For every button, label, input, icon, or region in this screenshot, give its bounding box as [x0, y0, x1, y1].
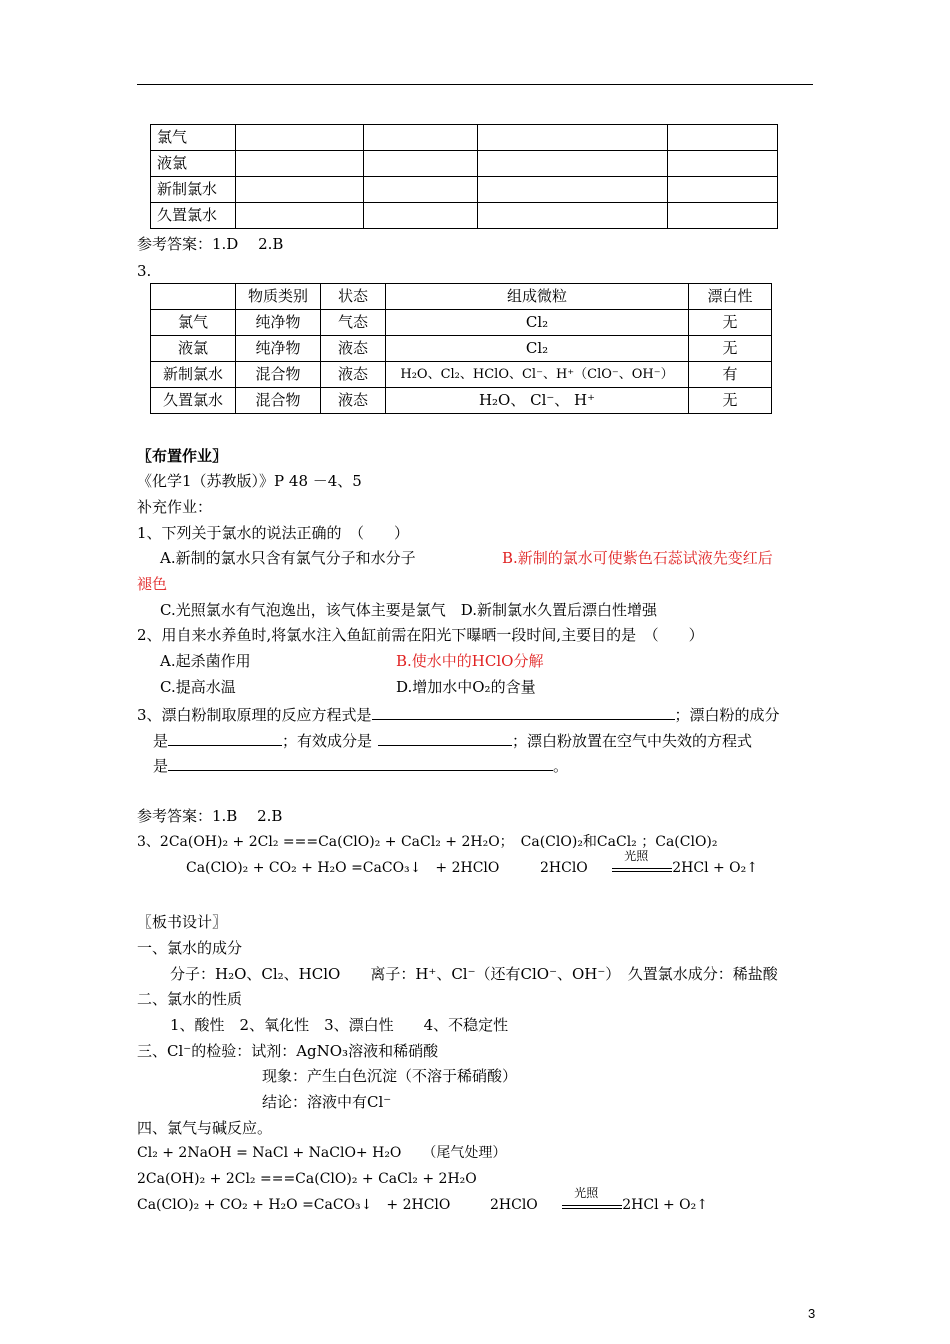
header-cell: 状态	[321, 284, 386, 310]
answer-blank[interactable]	[372, 703, 675, 720]
board-section-1: 一、氯水的成分	[137, 939, 243, 957]
answer-blank[interactable]	[378, 729, 512, 746]
option-2a: A.起杀菌作用	[160, 652, 251, 670]
table-row	[151, 336, 772, 362]
table-cell: H₂O、Cl₂、HClO、Cl⁻、H⁺（ClO⁻、OH⁻）	[386, 362, 689, 388]
option-1b-cont: 褪色	[137, 575, 168, 593]
table-header-row	[151, 284, 772, 310]
table-cell: 无	[689, 336, 772, 362]
answer-table	[150, 283, 772, 414]
equation-2: 2Ca(OH)₂ + 2Cl₂ ===Ca(ClO)₂ + CaCl₂ + 2H₂O	[137, 1171, 477, 1187]
board-section-1-content: 分子：H₂O、Cl₂、HClO 离子：H⁺、Cl⁻（还有ClO⁻、OH⁻） 久置氯水成分：稀盐酸	[170, 965, 778, 983]
question-3-line3: 是 。	[153, 754, 568, 776]
table-cell: 有	[689, 362, 772, 388]
answer-3-equation: 2HClO 光照 2HCl + O₂↑	[540, 849, 759, 876]
equation-3: Ca(ClO)₂ + CO₂ + H₂O =CaCO₃↓ + 2HClO	[137, 1197, 451, 1213]
table-cell: 液态	[321, 362, 386, 388]
answer-line: 参考答案：1.B 2.B	[137, 807, 283, 825]
equation-4: 2HClO 光照 2HCl + O₂↑	[490, 1186, 709, 1213]
question-2: 2、用自来水养鱼时,将氯水注入鱼缸前需在阳光下曝晒一段时间,主要目的是 （ ）	[137, 626, 704, 644]
table-row	[151, 151, 778, 177]
table-cell: Cl₂	[386, 310, 689, 336]
table-cell: 混合物	[236, 388, 321, 414]
question-1: 1、下列关于氯水的说法正确的 （ ）	[137, 524, 410, 542]
answer-line: 参考答案：1.D 2.B	[137, 235, 284, 253]
homework-book: 《化学1（苏教版）》P 48 －4、5	[137, 472, 362, 490]
table-cell: 久置氯水	[151, 388, 236, 414]
header-cell: 组成微粒	[386, 284, 689, 310]
table-cell: 无	[689, 310, 772, 336]
board-section-2: 二、氯水的性质	[137, 990, 243, 1008]
option-2c: C.提高水温	[160, 678, 236, 696]
question-3-line1: 3、漂白粉制取原理的反应方程式是 ；漂白粉的成分	[137, 703, 780, 725]
table-cell: 液态	[321, 388, 386, 414]
table-row	[151, 203, 778, 229]
table-cell: 气态	[321, 310, 386, 336]
table-cell: Cl₂	[386, 336, 689, 362]
question-3-line2: 是 ；有效成分是 ；漂白粉放置在空气中失效的方程式	[153, 729, 752, 751]
table-cell: 纯净物	[236, 310, 321, 336]
table-cell: 纯净物	[236, 336, 321, 362]
header-cell	[151, 284, 236, 310]
supplement-label: 补充作业：	[137, 498, 213, 516]
board-section-3: 三、Cl⁻的检验：试剂：AgNO₃溶液和稀硝酸	[137, 1042, 439, 1060]
answer-blank[interactable]	[168, 729, 282, 746]
table-row	[151, 310, 772, 336]
table-row	[151, 177, 778, 203]
header-cell: 漂白性	[689, 284, 772, 310]
table-cell: 氯气	[151, 125, 236, 151]
option-1a: A.新制的氯水只含有氯气分子和水分子	[160, 549, 416, 567]
table-cell: 氯气	[151, 310, 236, 336]
answer-blank[interactable]	[168, 754, 553, 771]
table-continued	[150, 124, 778, 229]
board-section-3-phenomenon: 现象：产生白色沉淀（不溶于稀硝酸）	[262, 1067, 518, 1085]
header-rule	[137, 84, 813, 85]
table-row	[151, 125, 778, 151]
board-section-4: 四、氯气与碱反应。	[137, 1119, 273, 1137]
table-cell: 新制氯水	[151, 362, 236, 388]
answer-3-line1: 3、2Ca(OH)₂ + 2Cl₂ ===Ca(ClO)₂ + CaCl₂ + 2H₂O； Ca(ClO)₂和CaCl₂ ；Ca(ClO)₂	[137, 834, 718, 850]
header-cell: 物质类别	[236, 284, 321, 310]
board-section-2-content: 1、酸性 2、氧化性 3、漂白性 4、不稳定性	[170, 1016, 509, 1034]
table-cell: 液氯	[151, 336, 236, 362]
table-cell: 久置氯水	[151, 203, 236, 229]
item-number: 3.	[137, 262, 152, 280]
board-heading: 〖板书设计〗	[137, 913, 228, 931]
table-row	[151, 388, 772, 414]
answer-3-line2: Ca(ClO)₂ + CO₂ + H₂O =CaCO₃↓ + 2HClO	[186, 860, 500, 876]
equation-1: Cl₂ + 2NaOH = NaCl + NaClO+ H₂O （尾气处理）	[137, 1145, 507, 1161]
table-cell: H₂O、 Cl⁻、 H⁺	[386, 388, 689, 414]
table-cell: 混合物	[236, 362, 321, 388]
table-cell: 无	[689, 388, 772, 414]
table-cell: 液态	[321, 336, 386, 362]
reaction-condition: 光照	[562, 1195, 622, 1215]
table-cell: 新制氯水	[151, 177, 236, 203]
homework-heading: 〖布置作业〗	[137, 447, 228, 465]
option-1b: B.新制的氯水可使紫色石蕊试液先变红后	[502, 549, 773, 567]
table-row	[151, 362, 772, 388]
table-cell: 液氯	[151, 151, 236, 177]
page-number: 3	[808, 1306, 816, 1321]
board-section-3-conclusion: 结论：溶液中有Cl⁻	[262, 1093, 392, 1111]
option-2d: D.增加水中O₂的含量	[396, 678, 536, 696]
reaction-condition: 光照	[612, 858, 672, 878]
option-1cd: C.光照氯水有气泡逸出，该气体主要是氯气 D.新制氯水久置后漂白性增强	[160, 601, 657, 619]
option-2b: B.使水中的HClO分解	[396, 652, 544, 670]
